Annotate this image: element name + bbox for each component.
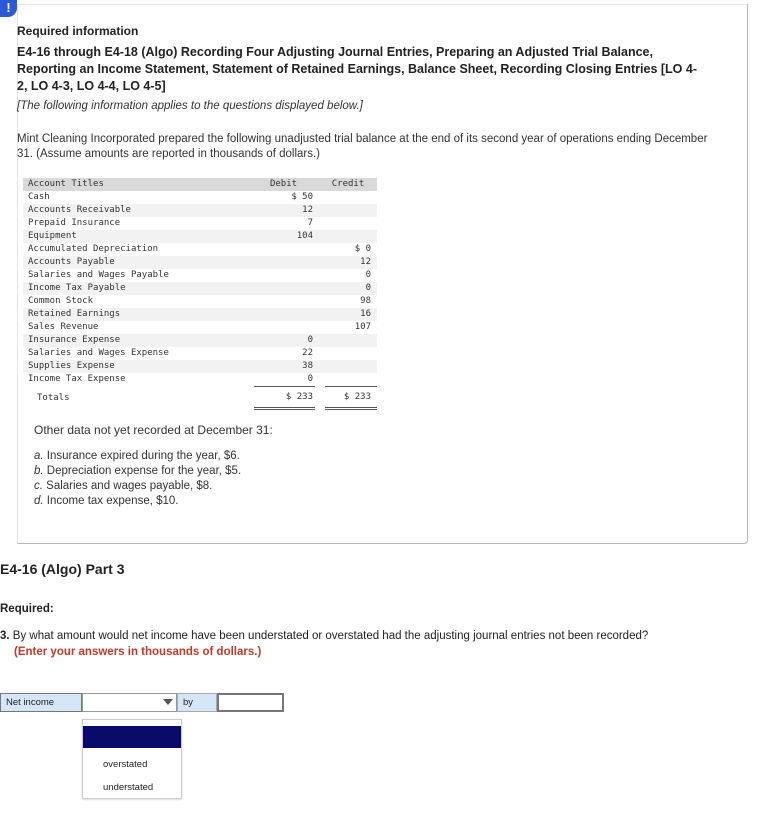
table-row [23, 256, 377, 269]
table-row [23, 282, 377, 295]
list-item [34, 479, 241, 494]
credit-value [325, 334, 377, 347]
account-title: Prepaid Insurance [28, 218, 121, 228]
account-title: Accounts Payable [28, 257, 115, 267]
debit-value: 12 [302, 205, 313, 215]
alert-icon: ! [0, 0, 17, 17]
required-label: Required: [0, 603, 54, 615]
credit-value [325, 373, 377, 387]
option-understated[interactable]: understated [103, 782, 154, 793]
intro-paragraph: Mint Cleaning Incorporated prepared the following unadjusted trial balance at the end of its second year of operations ending December 31. (Assume amounts are reported in thousands of dollars.) [17, 133, 708, 160]
header-debit: Debit [269, 179, 298, 189]
table-row [23, 347, 377, 360]
header-account-titles: Account Titles [28, 179, 104, 189]
credit-value: $ 0 [354, 244, 371, 254]
debit-value: 7 [307, 218, 313, 228]
credit-value [325, 360, 377, 373]
account-title: Salaries and Wages Expense [28, 348, 169, 358]
by-label: by [177, 693, 217, 712]
instruction-text: (Enter your answers in thousands of dollars.) [14, 646, 262, 658]
credit-value: 98 [360, 296, 371, 306]
table-row [23, 191, 377, 204]
table-row [23, 373, 377, 387]
exercise-title: E4-16 through E4-18 (Algo) Recording Four Adjusting Journal Entries, Preparing an Adjusted Trial Balance, Reporting an Income Statement, Statement of Retained Earnings, Balance Sheet, Recording Closing Entries [LO 4-2, LO 4-3, LO 4-4, LO 4-5] [17, 45, 697, 93]
question-number: 3. [0, 630, 10, 642]
net-income-label: Net income [0, 693, 82, 712]
debit-value [254, 256, 315, 269]
credit-value [325, 191, 377, 204]
item-letter: b. [34, 465, 44, 477]
totals-label: Totals [23, 387, 254, 409]
account-title: Income Tax Expense [28, 374, 126, 385]
other-data-title: Other data not yet recorded at December 31: [34, 423, 273, 437]
debit-value: 0 [307, 374, 313, 384]
credit-total: $ 233 [325, 387, 377, 409]
account-title: Sales Revenue [28, 322, 99, 332]
overstated-understated-select[interactable] [82, 693, 177, 712]
item-text: Salaries and wages payable, $8. [46, 480, 213, 492]
account-title: Cash [28, 192, 50, 202]
info-note: [The following information applies to the questions displayed below.] [17, 100, 363, 112]
debit-value: 38 [302, 361, 313, 371]
debit-value [254, 282, 315, 295]
amount-input[interactable] [217, 693, 284, 712]
item-text: Insurance expired during the year, $6. [46, 450, 240, 462]
account-title: Supplies Expense [28, 361, 115, 371]
item-letter: c. [34, 480, 43, 492]
chevron-down-icon[interactable] [163, 699, 173, 705]
table-row [23, 308, 377, 321]
table-row [23, 230, 377, 243]
credit-value: 107 [354, 322, 371, 332]
list-item [34, 464, 241, 479]
table-row [23, 217, 377, 230]
debit-value [254, 295, 315, 308]
account-title: Retained Earnings [28, 309, 121, 319]
table-row [23, 204, 377, 217]
header-gap [315, 178, 325, 191]
option-overstated[interactable]: overstated [103, 759, 148, 770]
credit-value: 0 [365, 270, 371, 280]
account-title: Accounts Receivable [28, 205, 131, 215]
credit-value: 16 [360, 309, 371, 319]
totals-row [23, 387, 377, 409]
account-title: Common Stock [28, 296, 94, 306]
part-title: E4-16 (Algo) Part 3 [0, 561, 125, 577]
other-data-list [34, 449, 241, 509]
debit-value: 104 [296, 231, 313, 241]
debit-total: $ 233 [254, 387, 315, 409]
debit-value [254, 308, 315, 321]
item-text: Depreciation expense for the year, $5. [46, 465, 242, 477]
question-body: By what amount would net income have been understated or overstated had the adjusting journal entries not been recorded? [12, 630, 649, 642]
credit-value [325, 204, 377, 217]
question-text [0, 630, 648, 642]
credit-value: 0 [365, 283, 371, 293]
credit-value: 12 [360, 257, 371, 267]
debit-value [254, 269, 315, 282]
debit-value: 0 [307, 335, 313, 345]
account-title: Accumulated Depreciation [28, 244, 159, 254]
account-title: Income Tax Payable [28, 283, 126, 293]
list-item [34, 449, 241, 464]
credit-value [325, 347, 377, 360]
table-row [23, 321, 377, 334]
debit-value [254, 321, 315, 334]
account-title: Equipment [28, 231, 77, 241]
credit-value [325, 230, 377, 243]
table-row [23, 243, 377, 256]
select-dropdown-menu [82, 719, 182, 799]
item-letter: d. [34, 495, 44, 507]
table-row [23, 269, 377, 282]
account-title: Insurance Expense [28, 335, 121, 345]
required-information-header: Required information [17, 24, 139, 38]
debit-value [254, 243, 315, 256]
debit-value: $ 50 [291, 192, 313, 202]
table-row [23, 360, 377, 373]
account-title: Salaries and Wages Payable [28, 270, 169, 280]
debit-value: 22 [302, 348, 313, 358]
answer-row [0, 693, 284, 712]
highlighted-empty-option[interactable] [83, 726, 181, 748]
trial-balance-table [23, 178, 377, 410]
item-letter: a. [34, 450, 44, 462]
table-header-row [23, 178, 377, 191]
item-text: Income tax expense, $10. [46, 495, 179, 507]
header-credit: Credit [331, 179, 365, 189]
list-item [34, 494, 241, 509]
table-row [23, 334, 377, 347]
credit-value [325, 217, 377, 230]
table-row [23, 295, 377, 308]
